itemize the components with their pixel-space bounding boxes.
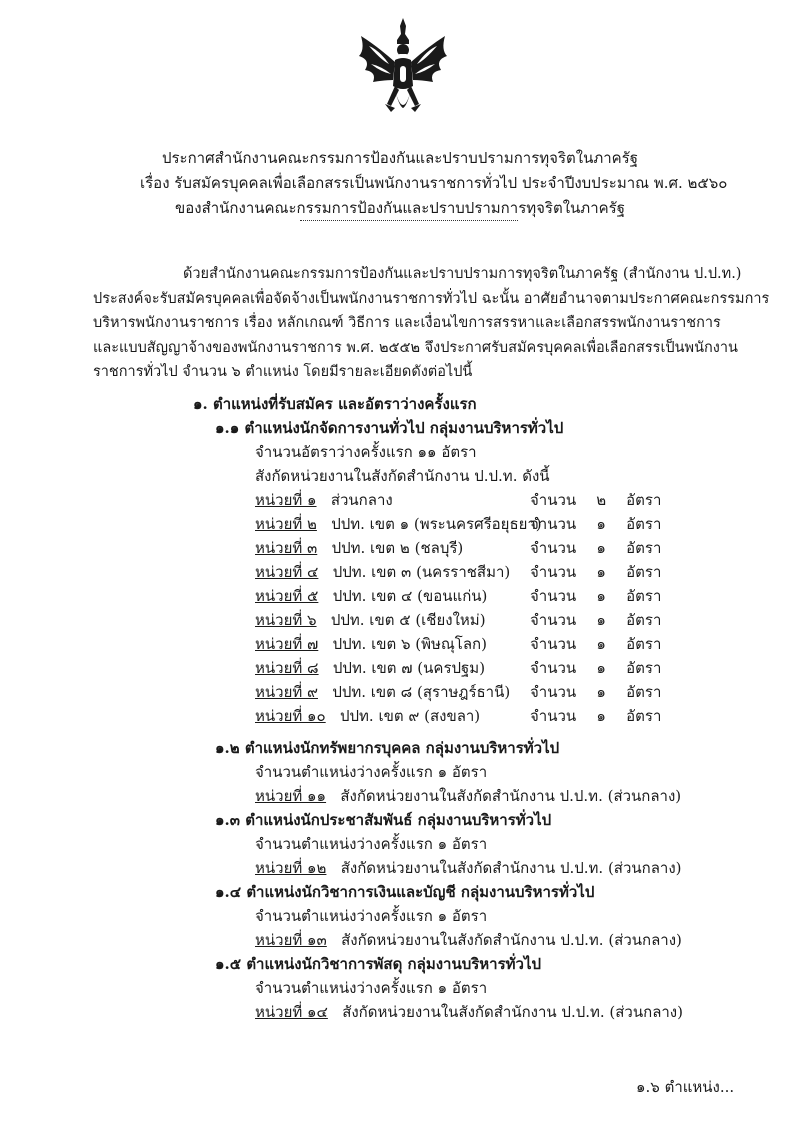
amount-unit: อัตรา (626, 515, 662, 533)
unit-name: ปปท. เขต ๖ (พิษณุโลก) (332, 635, 487, 653)
header-line-1: ประกาศสำนักงานคณะกรรมการป้องกันและปราบปรามการทุจริตในภาครัฐ (161, 149, 639, 167)
unit-text: สังกัดหน่วยงานในสังกัดสำนักงาน ป.ป.ท. (ส่วนกลาง) (342, 1003, 683, 1021)
unit-label: หน่วยที่ ๘ (255, 659, 319, 677)
unit-name: ปปท. เขต ๘ (สุราษฎร์ธานี) (332, 683, 511, 701)
amount-label: จำนวน (530, 563, 577, 581)
intro-paragraph (93, 262, 770, 385)
amount-unit: อัตรา (626, 587, 662, 605)
unit-amount (530, 560, 661, 584)
unit-label: หน่วยที่ ๑๐ (255, 707, 326, 725)
section-1-3-unit (255, 856, 682, 880)
unit-name: ปปท. เขต ๙ (สงขลา) (340, 707, 481, 725)
unit-text: สังกัดหน่วยงานในสังกัดสำนักงาน ป.ป.ท. (ส่วนกลาง) (341, 931, 682, 949)
section-1-4-title: ๑.๔ ตำแหน่งนักวิชาการเงินและบัญชี กลุ่มงานบริหารทั่วไป (215, 883, 595, 901)
unit-row (255, 680, 510, 704)
section-1-3-title: ๑.๓ ตำแหน่งนักประชาสัมพันธ์ กลุ่มงานบริหารทั่วไป (215, 811, 552, 829)
unit-label: หน่วยที่ ๖ (255, 611, 317, 629)
section-1-4-unit (255, 928, 682, 952)
section-1-5-unit (255, 1000, 683, 1024)
section-1-1-title: ๑.๑ ตำแหน่งนักจัดการงานทั่วไป กลุ่มงานบริหารทั่วไป (215, 419, 564, 437)
amount-label: จำนวน (530, 515, 577, 533)
amount-unit: อัตรา (626, 659, 662, 677)
unit-amount (530, 608, 661, 632)
section-1-5-title: ๑.๕ ตำแหน่งนักวิชาการพัสดุ กลุ่มงานบริหารทั่วไป (215, 955, 542, 973)
section-1-2-title: ๑.๒ ตำแหน่งนักทรัพยากรบุคคล กลุ่มงานบริหารทั่วไป (215, 739, 560, 757)
unit-label: หน่วยที่ ๑๑ (255, 787, 327, 805)
unit-amount (530, 536, 661, 560)
unit-label: หน่วยที่ ๑ (255, 491, 317, 509)
intro-line: และแบบสัญญาจ้างของพนักงานราชการ พ.ศ. ๒๕๕๒ จึงประกาศรับสมัครบุคคลเพื่อเลือกสรรเป็นพนักงาน (93, 339, 738, 356)
unit-row (255, 608, 486, 632)
amount-unit: อัตรา (626, 491, 662, 509)
amount-label: จำนวน (530, 683, 577, 701)
amount-label: จำนวน (530, 491, 577, 509)
amount-count: ๑ (596, 707, 606, 725)
unit-label: หน่วยที่ ๔ (255, 563, 319, 581)
intro-line: ราชการทั่วไป จำนวน ๖ ตำแหน่ง โดยมีรายละเอียดดังต่อไปนี้ (93, 364, 473, 380)
unit-text: สังกัดหน่วยงานในสังกัดสำนักงาน ป.ป.ท. (ส่วนกลาง) (340, 787, 682, 805)
unit-amount (530, 488, 661, 512)
amount-count: ๑ (596, 635, 606, 653)
unit-row (255, 512, 542, 536)
amount-count: ๑ (596, 563, 606, 581)
intro-line: บริหารพนักงานราชการ เรื่อง หลักเกณฑ์ วิธีการ และเงื่อนไขการสรรหาและเลือกสรรพนักงานราชการ (93, 315, 721, 331)
section-1-1-count: จำนวนอัตราว่างครั้งแรก ๑๑ อัตรา (255, 443, 477, 461)
unit-label: หน่วยที่ ๗ (255, 635, 319, 653)
amount-label: จำนวน (530, 539, 577, 557)
unit-label: หน่วยที่ ๑๔ (255, 1003, 328, 1021)
section-1-heading: ๑. ตำแหน่งที่รับสมัคร และอัตราว่างครั้งแรก (193, 395, 477, 413)
amount-count: ๑ (596, 515, 606, 533)
intro-line: ประสงค์จะรับสมัครบุคคลเพื่อจัดจ้างเป็นพนักงานราชการทั่วไป ฉะนั้น อาศัยอำนาจตามประกาศคณะกรรมการ (93, 290, 770, 307)
unit-row (255, 656, 485, 680)
section-1-5-count: จำนวนตำแหน่งว่างครั้งแรก ๑ อัตรา (255, 979, 488, 997)
amount-unit: อัตรา (626, 563, 662, 581)
section-1-1-affiliation: สังกัดหน่วยงานในสังกัดสำนักงาน ป.ป.ท. ดังนี้ (255, 467, 550, 485)
unit-name: ปปท. เขต ๑ (พระนครศรีอยุธยา) (331, 515, 542, 533)
announcement-header (60, 146, 740, 221)
amount-count: ๑ (596, 611, 606, 629)
unit-row (255, 560, 510, 584)
unit-name: ปปท. เขต ๓ (นครราชสีมา) (332, 563, 511, 581)
intro-line: ด้วยสำนักงานคณะกรรมการป้องกันและปราบปรามการทุจริตในภาครัฐ (สำนักงาน ป.ป.ท.) (183, 266, 742, 282)
amount-count: ๑ (596, 539, 606, 557)
amount-label: จำนวน (530, 611, 577, 629)
amount-label: จำนวน (530, 635, 577, 653)
header-subject: เรื่อง รับสมัครบุคคลเพื่อเลือกสรรเป็นพนักงานราชการทั่วไป ประจำปีงบประมาณ พ.ศ. ๒๕๖๐ (140, 174, 728, 192)
amount-unit: อัตรา (626, 683, 662, 701)
unit-row (255, 704, 480, 728)
continuation-footer: ๑.๖ ตำแหน่ง... (636, 1078, 735, 1096)
garuda-emblem-icon (355, 16, 451, 124)
unit-name: ปปท. เขต ๕ (เชียงใหม่) (330, 611, 486, 629)
section-1-4-count: จำนวนตำแหน่งว่างครั้งแรก ๑ อัตรา (255, 907, 488, 925)
unit-label: หน่วยที่ ๑๓ (255, 931, 327, 949)
unit-name: ปปท. เขต ๔ (ขอนแก่น) (332, 587, 488, 605)
unit-row (255, 536, 463, 560)
unit-label: หน่วยที่ ๑๒ (255, 859, 327, 877)
unit-amount (530, 704, 661, 728)
unit-label: หน่วยที่ ๙ (255, 683, 318, 701)
amount-label: จำนวน (530, 659, 577, 677)
header-line-3: ของสำนักงานคณะกรรมการป้องกันและปราบปรามการทุจริตในภาครัฐ (175, 199, 625, 217)
unit-amount (530, 512, 661, 536)
amount-unit: อัตรา (626, 635, 662, 653)
unit-row (255, 632, 487, 656)
amount-label: จำนวน (530, 587, 577, 605)
unit-name: ปปท. เขต ๒ (ชลบุรี) (331, 539, 464, 557)
unit-text: สังกัดหน่วยงานในสังกัดสำนักงาน ป.ป.ท. (ส่วนกลาง) (340, 859, 682, 877)
amount-unit: อัตรา (626, 539, 662, 557)
amount-unit: อัตรา (626, 707, 662, 725)
unit-amount (530, 584, 661, 608)
unit-name: ปปท. เขต ๗ (นครปฐม) (332, 659, 486, 677)
section-1-3-count: จำนวนตำแหน่งว่างครั้งแรก ๑ อัตรา (255, 835, 488, 853)
amount-count: ๒ (596, 491, 607, 509)
amount-count: ๑ (596, 587, 606, 605)
unit-amount (530, 632, 661, 656)
unit-name: ส่วนกลาง (330, 491, 393, 509)
section-1-2-unit (255, 784, 681, 808)
unit-label: หน่วยที่ ๕ (255, 587, 319, 605)
unit-amount (530, 656, 661, 680)
amount-count: ๑ (596, 659, 606, 677)
unit-amount (530, 680, 661, 704)
unit-label: หน่วยที่ ๒ (255, 515, 317, 533)
amount-label: จำนวน (530, 707, 577, 725)
amount-unit: อัตรา (626, 611, 662, 629)
unit-row (255, 488, 393, 512)
amount-count: ๑ (596, 683, 606, 701)
header-divider (300, 220, 518, 221)
section-1-2-count: จำนวนตำแหน่งว่างครั้งแรก ๑ อัตรา (255, 763, 488, 781)
unit-row (255, 584, 487, 608)
unit-label: หน่วยที่ ๓ (255, 539, 318, 557)
